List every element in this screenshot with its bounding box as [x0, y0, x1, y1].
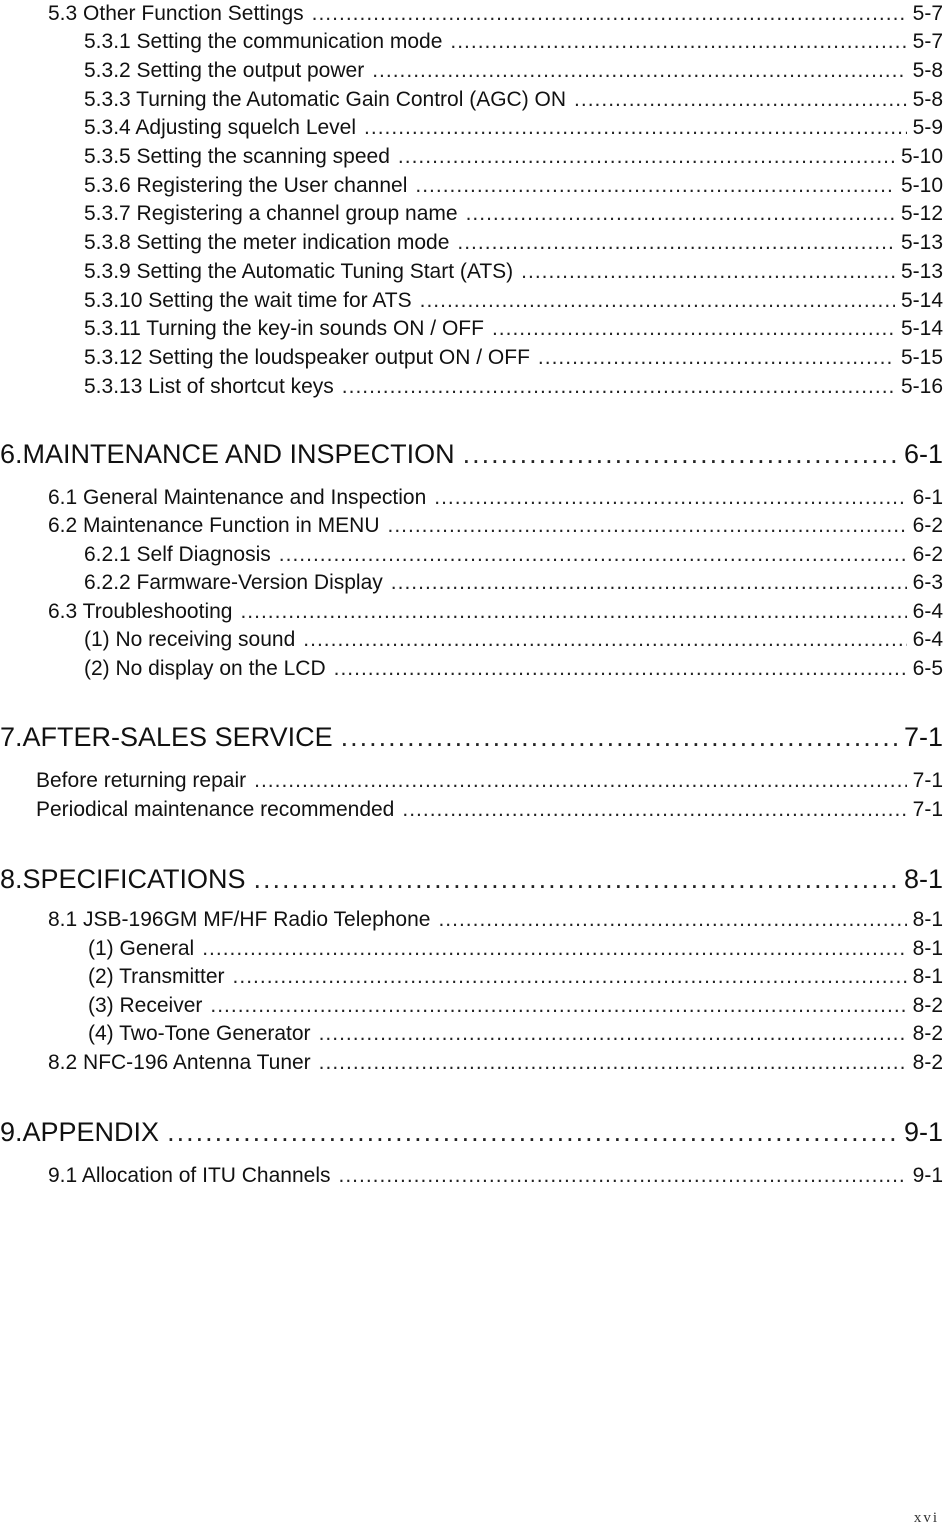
dot-leader: [319, 1020, 907, 1048]
dot-leader: [312, 0, 907, 28]
toc-entry-title: 5.3.1 Setting the communication mode: [84, 30, 443, 53]
toc-entry-title: 5.3.9 Setting the Automatic Tuning Start (ATS): [84, 260, 514, 283]
toc-entry: [84, 143, 943, 171]
dot-leader: [457, 229, 895, 257]
dot-leader: [420, 287, 895, 315]
toc-entry-page: 5-7: [912, 30, 943, 53]
toc-entry-page: 5-8: [912, 88, 943, 111]
toc-entry-title: 6.1 General Maintenance and Inspection: [48, 486, 427, 509]
toc-entry-title: 8.SPECIFICATIONS: [0, 864, 246, 894]
dot-leader: [334, 655, 907, 683]
dot-leader: [521, 258, 895, 286]
dot-leader: [339, 1162, 907, 1190]
toc-entry-title: 5.3.2 Setting the output power: [84, 59, 365, 82]
toc-entry: [84, 541, 943, 569]
toc-entry-page: 7-1: [912, 769, 943, 792]
toc-chapter-entry: [0, 1115, 943, 1149]
toc-entry-page: 5-9: [912, 116, 943, 139]
toc-entry-page: 6-4: [912, 628, 943, 651]
dot-leader: [391, 569, 907, 597]
toc-entry-title: 6.3 Troubleshooting: [48, 600, 233, 623]
toc-entry-page: 8-2: [912, 994, 943, 1017]
toc-entry: [48, 512, 943, 540]
toc-entry-page: 8-1: [912, 965, 943, 988]
dot-leader: [210, 992, 906, 1020]
dot-leader: [415, 172, 895, 200]
toc-entry-page: 6-4: [912, 600, 943, 623]
toc-entry-page: 5-8: [912, 59, 943, 82]
dot-leader: [372, 57, 906, 85]
toc-entry-title: 5.3.5 Setting the scanning speed: [84, 145, 390, 168]
dot-leader: [233, 963, 907, 991]
toc-entry: [48, 484, 943, 512]
toc-entry-page: 5-10: [900, 174, 943, 197]
toc-entry-title: (1) General: [88, 937, 195, 960]
dot-leader: [167, 1115, 898, 1149]
toc-entry-title: 5.3.8 Setting the meter indication mode: [84, 231, 450, 254]
dot-leader: [254, 767, 907, 795]
toc-entry: [84, 57, 943, 85]
toc-entry-page: 6-3: [912, 571, 943, 594]
dot-leader: [538, 344, 895, 372]
toc-entry-title: (2) Transmitter: [88, 965, 225, 988]
toc-entry-title: (3) Receiver: [88, 994, 203, 1017]
toc-entry-page: 5-12: [900, 202, 943, 225]
toc-entry: [88, 963, 943, 991]
toc-entry-page: 5-7: [912, 2, 943, 25]
toc-entry-title: 5.3.7 Registering a channel group name: [84, 202, 458, 225]
toc-entry-title: (1) No receiving sound: [84, 628, 296, 651]
toc-entry-title: (2) No display on the LCD: [84, 657, 326, 680]
toc-entry-page: 6-1: [903, 439, 943, 469]
toc-entry: [36, 796, 943, 824]
toc-entry-page: 5-10: [900, 145, 943, 168]
toc-chapter-entry: [0, 862, 943, 896]
dot-leader: [463, 437, 898, 471]
toc-entry-title: 8.1 JSB-196GM MF/HF Radio Telephone: [48, 908, 431, 931]
toc-entry: [88, 1020, 943, 1048]
dot-leader: [398, 143, 895, 171]
toc-entry-title: 6.2 Maintenance Function in MENU: [48, 514, 380, 537]
toc-entry-title: 5.3.3 Turning the Automatic Gain Control (AGC) ON: [84, 88, 567, 111]
toc-entry: [84, 569, 943, 597]
toc-entry: [84, 114, 943, 142]
toc-entry-page: 6-5: [912, 657, 943, 680]
toc-entry: [84, 172, 943, 200]
toc-entry: [84, 258, 943, 286]
dot-leader: [438, 906, 906, 934]
toc-entry-page: 9-1: [903, 1117, 943, 1147]
toc-entry-title: 5.3.13 List of shortcut keys: [84, 375, 334, 398]
toc-entry: [48, 0, 943, 28]
toc-entry-page: 5-14: [900, 289, 943, 312]
toc-entry: [48, 598, 943, 626]
dot-leader: [254, 862, 898, 896]
dot-leader: [574, 86, 907, 114]
toc-entry-page: 9-1: [912, 1164, 943, 1187]
toc-entry: [84, 287, 943, 315]
dot-leader: [466, 200, 895, 228]
toc-entry-page: 8-1: [912, 908, 943, 931]
toc-entry-page: 7-1: [912, 798, 943, 821]
toc-chapter-entry: [0, 720, 943, 754]
toc-entry: [84, 344, 943, 372]
toc-entry-title: 6.MAINTENANCE AND INSPECTION: [0, 439, 455, 469]
toc-entry: [36, 767, 943, 795]
dot-leader: [342, 373, 895, 401]
toc-entry-title: 7.AFTER-SALES SERVICE: [0, 722, 333, 752]
toc-entry-page: 5-13: [900, 231, 943, 254]
toc-entry: [48, 1049, 943, 1077]
dot-leader: [240, 598, 906, 626]
dot-leader: [388, 512, 907, 540]
dot-leader: [303, 626, 906, 654]
toc-entry: [88, 992, 943, 1020]
toc-entry-page: 5-13: [900, 260, 943, 283]
dot-leader: [341, 720, 898, 754]
toc-entry-page: 8-1: [912, 937, 943, 960]
toc-entry: [84, 626, 943, 654]
toc-entry-title: (4) Two-Tone Generator: [88, 1022, 311, 1045]
toc-entry-title: 5.3.11 Turning the key-in sounds ON / OFF: [84, 317, 484, 340]
toc-entry-page: 6-2: [912, 514, 943, 537]
toc-entry: [48, 1162, 943, 1190]
toc-entry-title: 6.2.1 Self Diagnosis: [84, 543, 271, 566]
toc-chapter-entry: [0, 437, 943, 471]
toc-entry: [84, 373, 943, 401]
toc-entry-title: 5.3.4 Adjusting squelch Level: [84, 116, 357, 139]
dot-leader: [402, 796, 906, 824]
toc-entry-page: 6-1: [912, 486, 943, 509]
toc-entry-page: 6-2: [912, 543, 943, 566]
toc-entry-title: Periodical maintenance recommended: [36, 798, 395, 821]
toc-entry: [84, 86, 943, 114]
toc-entry-page: 5-16: [900, 375, 943, 398]
dot-leader: [202, 935, 906, 963]
toc-entry: [84, 315, 943, 343]
page-number: xvi: [913, 1510, 939, 1526]
dot-leader: [319, 1049, 907, 1077]
toc-entry-title: 6.2.2 Farmware-Version Display: [84, 571, 383, 594]
toc-entry-title: 5.3.10 Setting the wait time for ATS: [84, 289, 412, 312]
toc-entry: [88, 935, 943, 963]
toc-entry: [84, 655, 943, 683]
dot-leader: [450, 28, 906, 56]
toc-entry-title: 9.1 Allocation of ITU Channels: [48, 1164, 331, 1187]
toc-entry: [84, 200, 943, 228]
toc-entry-page: 8-2: [912, 1051, 943, 1074]
toc-entry-page: 5-14: [900, 317, 943, 340]
toc-entry: [84, 229, 943, 257]
toc-entry-page: 8-1: [903, 864, 943, 894]
toc-entry-title: 5.3.6 Registering the User channel: [84, 174, 408, 197]
dot-leader: [434, 484, 906, 512]
toc-entry-title: 8.2 NFC-196 Antenna Tuner: [48, 1051, 311, 1074]
toc-entry: [48, 906, 943, 934]
toc-entry-page: 5-15: [900, 346, 943, 369]
toc-entry-page: 8-2: [912, 1022, 943, 1045]
dot-leader: [279, 541, 907, 569]
dot-leader: [364, 114, 907, 142]
toc-entry-title: 5.3 Other Function Settings: [48, 2, 304, 25]
toc-entry: [84, 28, 943, 56]
toc-entry-title: 9.APPENDIX: [0, 1117, 160, 1147]
toc-entry-title: 5.3.12 Setting the loudspeaker output ON / OFF: [84, 346, 530, 369]
toc-entry-page: 7-1: [903, 722, 943, 752]
dot-leader: [492, 315, 895, 343]
toc-entry-title: Before returning repair: [36, 769, 247, 792]
